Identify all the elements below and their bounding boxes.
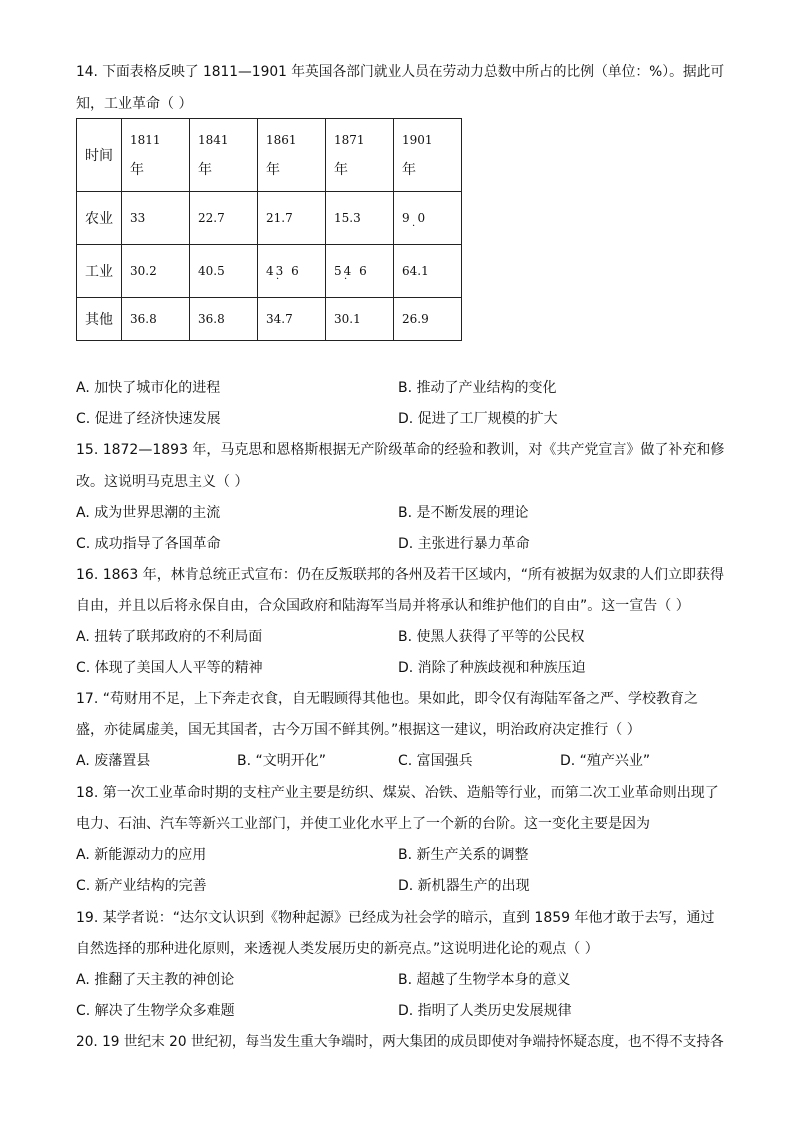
q16-option-a[interactable]: A. 扭转了联邦政府的不利局面	[76, 629, 263, 645]
q17-option-c[interactable]: C. 富国强兵	[398, 753, 473, 769]
table-row-other	[77, 298, 462, 341]
q15-option-c[interactable]: C. 成功指导了各国革命	[76, 536, 221, 552]
q19-option-a[interactable]: A. 推翻了天主教的神创论	[76, 972, 235, 988]
table-cell: 36.8	[190, 298, 258, 341]
row-label-other: 其他	[77, 298, 122, 341]
table-row-agriculture	[77, 192, 462, 245]
q15-option-d[interactable]: D. 主张进行暴力革命	[398, 536, 530, 552]
q19-option-c[interactable]: C. 解决了生物学众多难题	[76, 1003, 235, 1019]
q17-option-d[interactable]: D. “殖产兴业”	[560, 753, 651, 769]
table-cell: 40.5	[190, 245, 258, 298]
q14-stem-line2: 知，工业革命（ ）	[76, 96, 193, 112]
table-cell: 36.8	[122, 298, 190, 341]
table-cell: 9 0 ·	[394, 192, 462, 245]
q19-option-d[interactable]: D. 指明了人类历史发展规律	[398, 1003, 572, 1019]
q16-option-b[interactable]: B. 使黑人获得了平等的公民权	[398, 629, 585, 645]
q20-stem-line1: 20. 19 世纪末 20 世纪初，每当发生重大争端时，两大集团的成员即使对争端持怀疑态度，也不得不支持各	[76, 1034, 724, 1050]
table-cell: 22.7	[190, 192, 258, 245]
q18-option-c[interactable]: C. 新产业结构的完善	[76, 878, 207, 894]
table-cell: 33	[122, 192, 190, 245]
q19-stem-line2: 自然选择的那种进化原则，来透视人类发展历史的新亮点。”这说明进化论的观点（ ）	[76, 941, 599, 957]
row-label-industry: 工业	[77, 245, 122, 298]
header-1841: 1841 年	[190, 119, 258, 192]
table-cell: 34.7	[258, 298, 326, 341]
q17-stem-line2: 盛，亦徒属虚美，国无其国者，古今万国不鲜其例。”根据这一建议，明治政府决定推行（ ）	[76, 722, 641, 738]
q17-option-a[interactable]: A. 废藩置县	[76, 753, 151, 769]
q15-stem-line2: 改。这说明马克思主义（ ）	[76, 474, 249, 490]
q16-stem-line2: 自由，并且以后将永保自由，合众国政府和陆海军当局并将承认和维护他们的自由”。这一宣告（ ）	[76, 598, 690, 614]
table-cell: 21.7	[258, 192, 326, 245]
header-time: 时间	[77, 119, 122, 192]
table-cell: 30.1	[326, 298, 394, 341]
q18-stem-line1: 18. 第一次工业革命时期的支柱产业主要是纺织、煤炭、冶铁、造船等行业，而第二次工业革命则出现了	[76, 785, 719, 801]
row-label-agriculture: 农业	[77, 192, 122, 245]
q14-stem-line1: 14. 下面表格反映了 1811—1901 年英国各部门就业人员在劳动力总数中所占的比例（单位：%）。据此可	[76, 64, 725, 80]
table-cell: 30.2	[122, 245, 190, 298]
q16-stem-line1: 16. 1863 年，林肯总统正式宣布：仍在反叛联邦的各州及若干区域内，“所有被据为奴隶的人们立即获得	[76, 567, 725, 583]
q15-option-b[interactable]: B. 是不断发展的理论	[398, 505, 529, 521]
table-cell: 64.1	[394, 245, 462, 298]
q17-option-b[interactable]: B. “文明开化”	[237, 753, 327, 769]
header-1871: 1871 年	[326, 119, 394, 192]
q18-stem-line2: 电力、石油、汽车等新兴工业部门，并使工业化水平上了一个新的台阶。这一变化主要是因为	[76, 816, 650, 832]
header-1901: 1901 年	[394, 119, 462, 192]
q16-option-c[interactable]: C. 体现了美国人人平等的精神	[76, 660, 263, 676]
table-cell: 54 6 ·	[326, 245, 394, 298]
q14-option-c[interactable]: C. 促进了经济快速发展	[76, 411, 221, 427]
table-cell: 26.9	[394, 298, 462, 341]
q19-stem-line1: 19. 某学者说：“达尔文认识到《物种起源》已经成为社会学的暗示，直到 1859 年他才敢于去写，通过	[76, 910, 715, 926]
employment-table	[76, 118, 462, 341]
table-row-industry	[77, 245, 462, 298]
q18-option-d[interactable]: D. 新机器生产的出现	[398, 878, 530, 894]
q18-option-a[interactable]: A. 新能源动力的应用	[76, 847, 207, 863]
table-cell: 43 6 ·	[258, 245, 326, 298]
q18-option-b[interactable]: B. 新生产关系的调整	[398, 847, 529, 863]
q17-stem-line1: 17. “苟财用不足，上下奔走衣食，自无暇顾得其他也。果如此，即令仅有海陆军备之严、学校教育之	[76, 691, 698, 707]
q15-stem-line1: 15. 1872—1893 年，马克思和恩格斯根据无产阶级革命的经验和教训，对《共产党宣言》做了补充和修	[76, 442, 725, 458]
header-1861: 1861 年	[258, 119, 326, 192]
table-cell: 15.3	[326, 192, 394, 245]
q14-option-a[interactable]: A. 加快了城市化的进程	[76, 380, 221, 396]
q19-option-b[interactable]: B. 超越了生物学本身的意义	[398, 972, 571, 988]
q14-option-d[interactable]: D. 促进了工厂规模的扩大	[398, 411, 558, 427]
header-1811: 1811 年	[122, 119, 190, 192]
table-header-row	[77, 119, 462, 192]
q16-option-d[interactable]: D. 消除了种族歧视和种族压迫	[398, 660, 586, 676]
q15-option-a[interactable]: A. 成为世界思潮的主流	[76, 505, 221, 521]
q14-option-b[interactable]: B. 推动了产业结构的变化	[398, 380, 557, 396]
